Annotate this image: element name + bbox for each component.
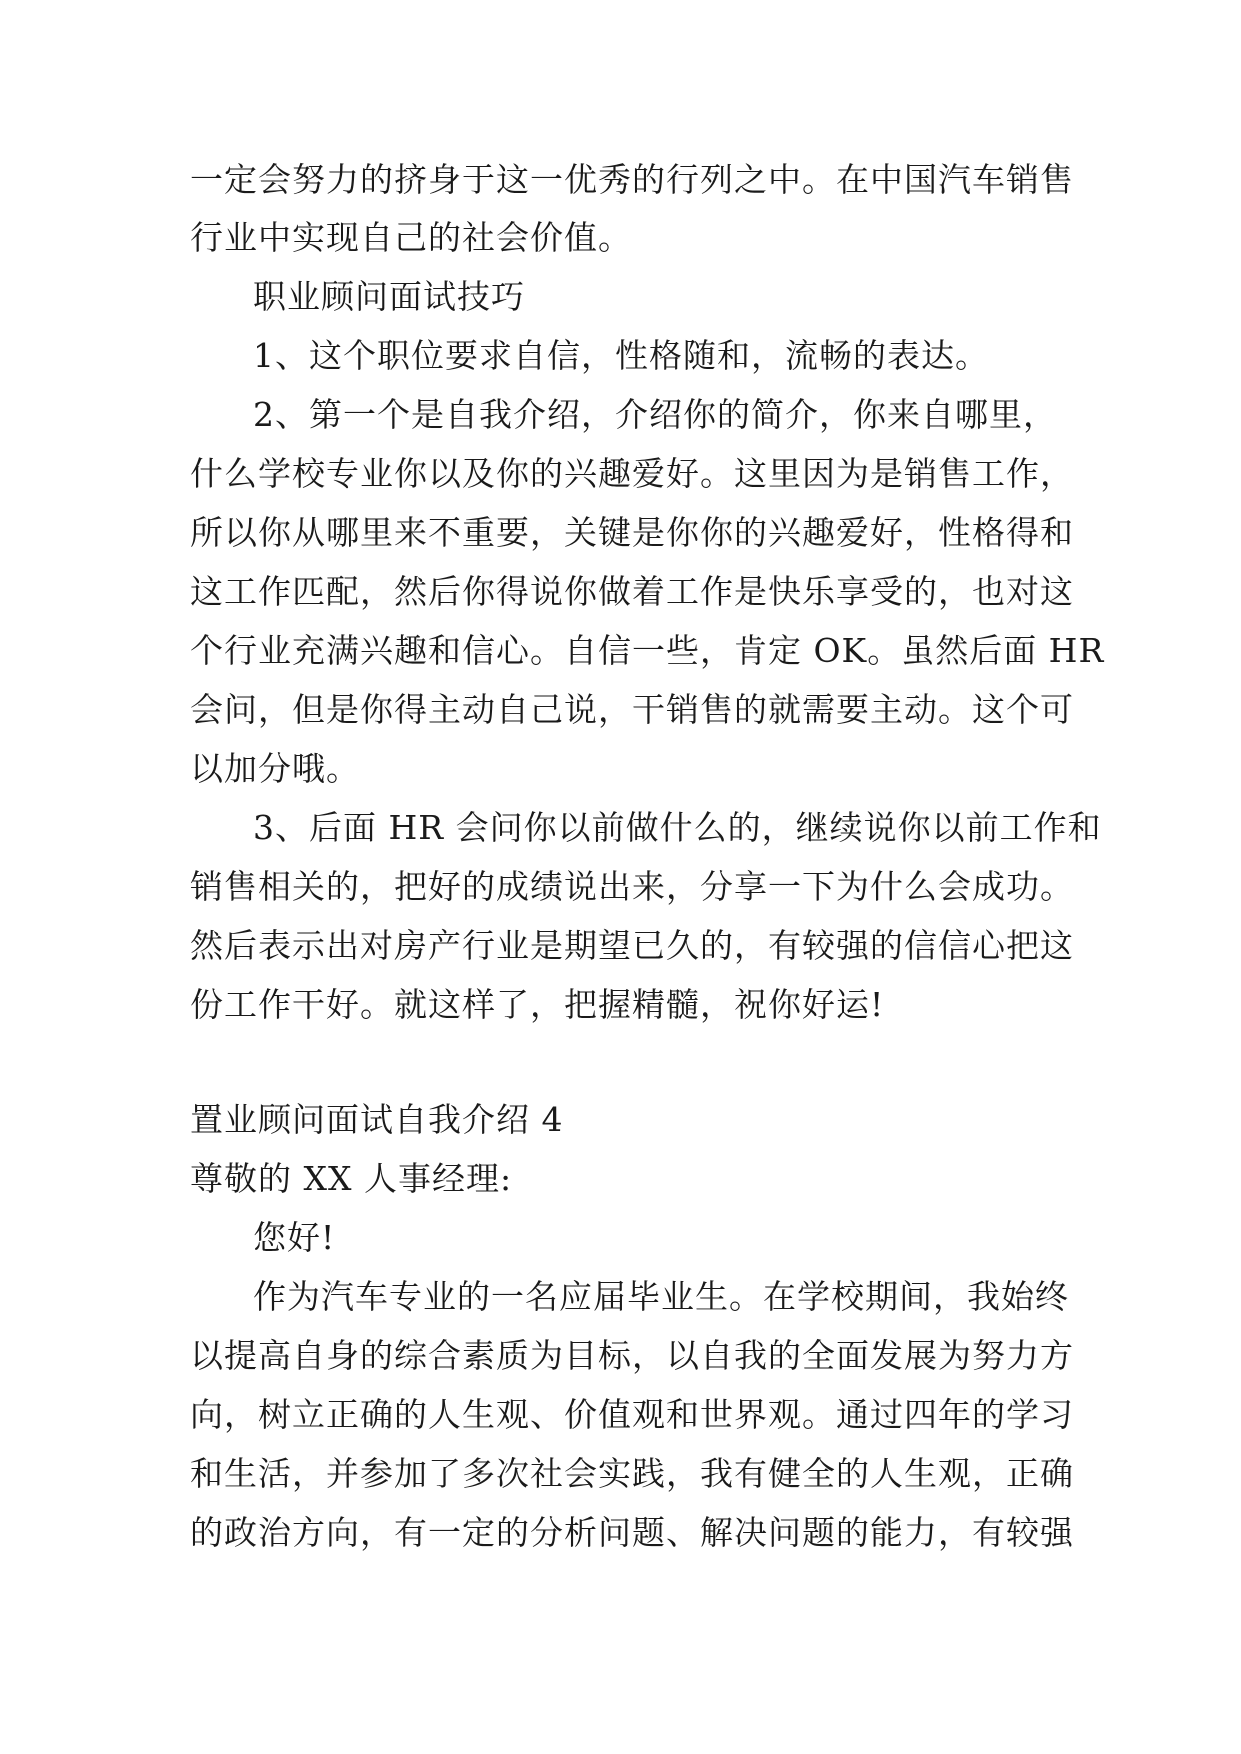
text-line: 所以你从哪里来不重要，关键是你你的兴趣爱好，性格得和 (190, 513, 1074, 552)
text-line: 向，树立正确的人生观、价值观和世界观。通过四年的学习 (190, 1395, 1074, 1434)
text-line: 作为汽车专业的一名应届毕业生。在学校期间，我始终 (253, 1277, 1069, 1316)
text-line: 3、后面 HR 会问你以前做什么的，继续说你以前工作和 (253, 808, 1102, 847)
section-title: 置业顾问面试自我介绍 4 (190, 1100, 564, 1139)
salutation: 尊敬的 XX 人事经理: (190, 1159, 513, 1198)
greeting: 您好! (253, 1218, 336, 1257)
text-line: 1、这个职位要求自信，性格随和，流畅的表达。 (253, 336, 989, 375)
text-line: 这工作匹配，然后你得说你做着工作是快乐享受的，也对这 (190, 572, 1074, 611)
text-line: 以提高自身的综合素质为目标，以自我的全面发展为努力方 (190, 1336, 1074, 1375)
text-line: 2、第一个是自我介绍，介绍你的简介，你来自哪里， (253, 395, 1057, 434)
text-line: 份工作干好。就这样了，把握精髓，祝你好运! (190, 985, 885, 1024)
text-line: 一定会努力的挤身于这一优秀的行列之中。在中国汽车销售 (190, 160, 1074, 199)
text-line: 什么学校专业你以及你的兴趣爱好。这里因为是销售工作， (190, 454, 1074, 493)
text-line: 的政治方向，有一定的分析问题、解决问题的能力，有较强 (190, 1513, 1074, 1552)
text-line: 以加分哦。 (190, 749, 360, 788)
text-line: 和生活，并参加了多次社会实践，我有健全的人生观，正确 (190, 1454, 1074, 1493)
text-line: 个行业充满兴趣和信心。自信一些，肯定 OK。虽然后面 HR (190, 631, 1105, 670)
section-heading: 职业顾问面试技巧 (253, 277, 525, 316)
text-line: 行业中实现自己的社会价值。 (190, 218, 632, 257)
text-line: 销售相关的，把好的成绩说出来，分享一下为什么会成功。 (190, 867, 1074, 906)
text-line: 会问，但是你得主动自己说，干销售的就需要主动。这个可 (190, 690, 1074, 729)
text-line: 然后表示出对房产行业是期望已久的，有较强的信信心把这 (190, 926, 1074, 965)
